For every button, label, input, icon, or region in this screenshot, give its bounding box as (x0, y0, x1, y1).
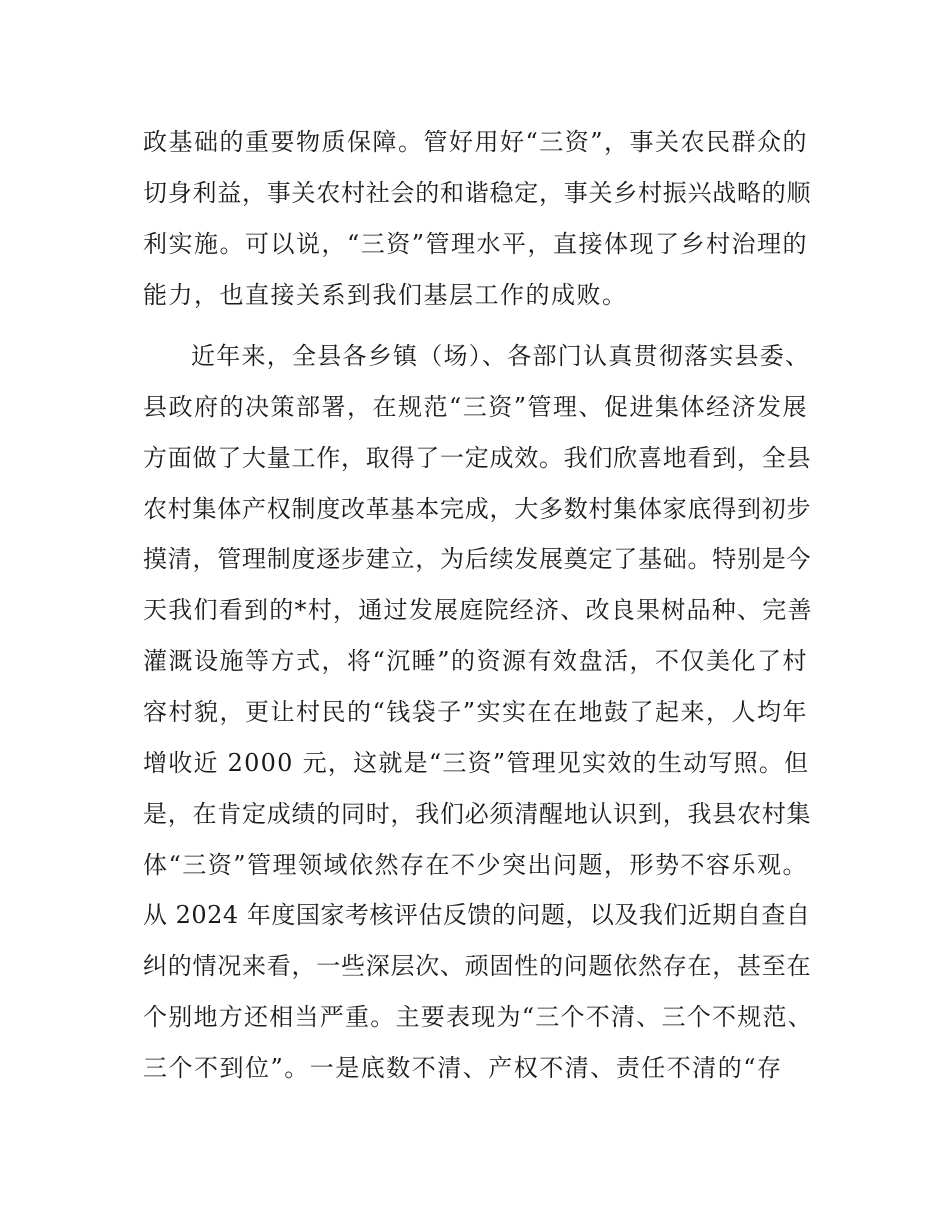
paragraph-line: 体“三资”管理领域依然存在不少突出问题，形势不容乐观。 (143, 851, 809, 879)
paragraph-line: 能力，也直接关系到我们基层工作的成败。 (143, 281, 628, 309)
paragraph-line: 利实施。可以说，“三资”管理水平，直接体现了乡村治理的 (143, 230, 809, 258)
paragraph-line: 天我们看到的*村，通过发展庭院经济、改良果树品种、完善 (143, 596, 813, 624)
paragraph-line: 近年来，全县各乡镇（场）、各部门认真贯彻落实县委、 (191, 342, 811, 370)
paragraph-line: 摸清，管理制度逐步建立，为后续发展奠定了基础。特别是今 (143, 545, 812, 573)
paragraph-line: 切身利益，事关农村社会的和谐稳定，事关乡村振兴战略的顺 (143, 179, 812, 207)
paragraph-line: 农村集体产权制度改革基本完成，大多数村集体家底得到初步 (143, 495, 812, 523)
paragraph-line: 方面做了大量工作，取得了一定成效。我们欣喜地看到，全县 (143, 444, 812, 472)
paragraph-line: 增收近 2000 元，这就是“三资”管理见实效的生动写照。但 (143, 749, 810, 777)
paragraph-line: 从 2024 年度国家考核评估反馈的问题，以及我们近期自查自 (143, 901, 811, 929)
paragraph-line: 纠的情况来看，一些深层次、顽固性的问题依然存在，甚至在 (143, 952, 812, 980)
paragraph-line: 灌溉设施等方式，将“沉睡”的资源有效盘活，不仅美化了村 (143, 647, 809, 675)
paragraph-line: 是，在肯定成绩的同时，我们必须清醒地认识到，我县农村集 (143, 800, 812, 828)
paragraph-line: 个别地方还相当严重。主要表现为“三个不清、三个不规范、 (143, 1003, 814, 1031)
paragraph-line: 县政府的决策部署，在规范“三资”管理、促进集体经济发展 (143, 393, 809, 421)
paragraph-line: 政基础的重要物质保障。管好用好“三资”，事关农民群众的 (143, 128, 809, 156)
paragraph-line: 容村貌，更让村民的“钱袋子”实实在在地鼓了起来，人均年 (143, 698, 809, 726)
paragraph-line: 三个不到位”。一是底数不清、产权不清、责任不清的“存 (143, 1054, 783, 1082)
